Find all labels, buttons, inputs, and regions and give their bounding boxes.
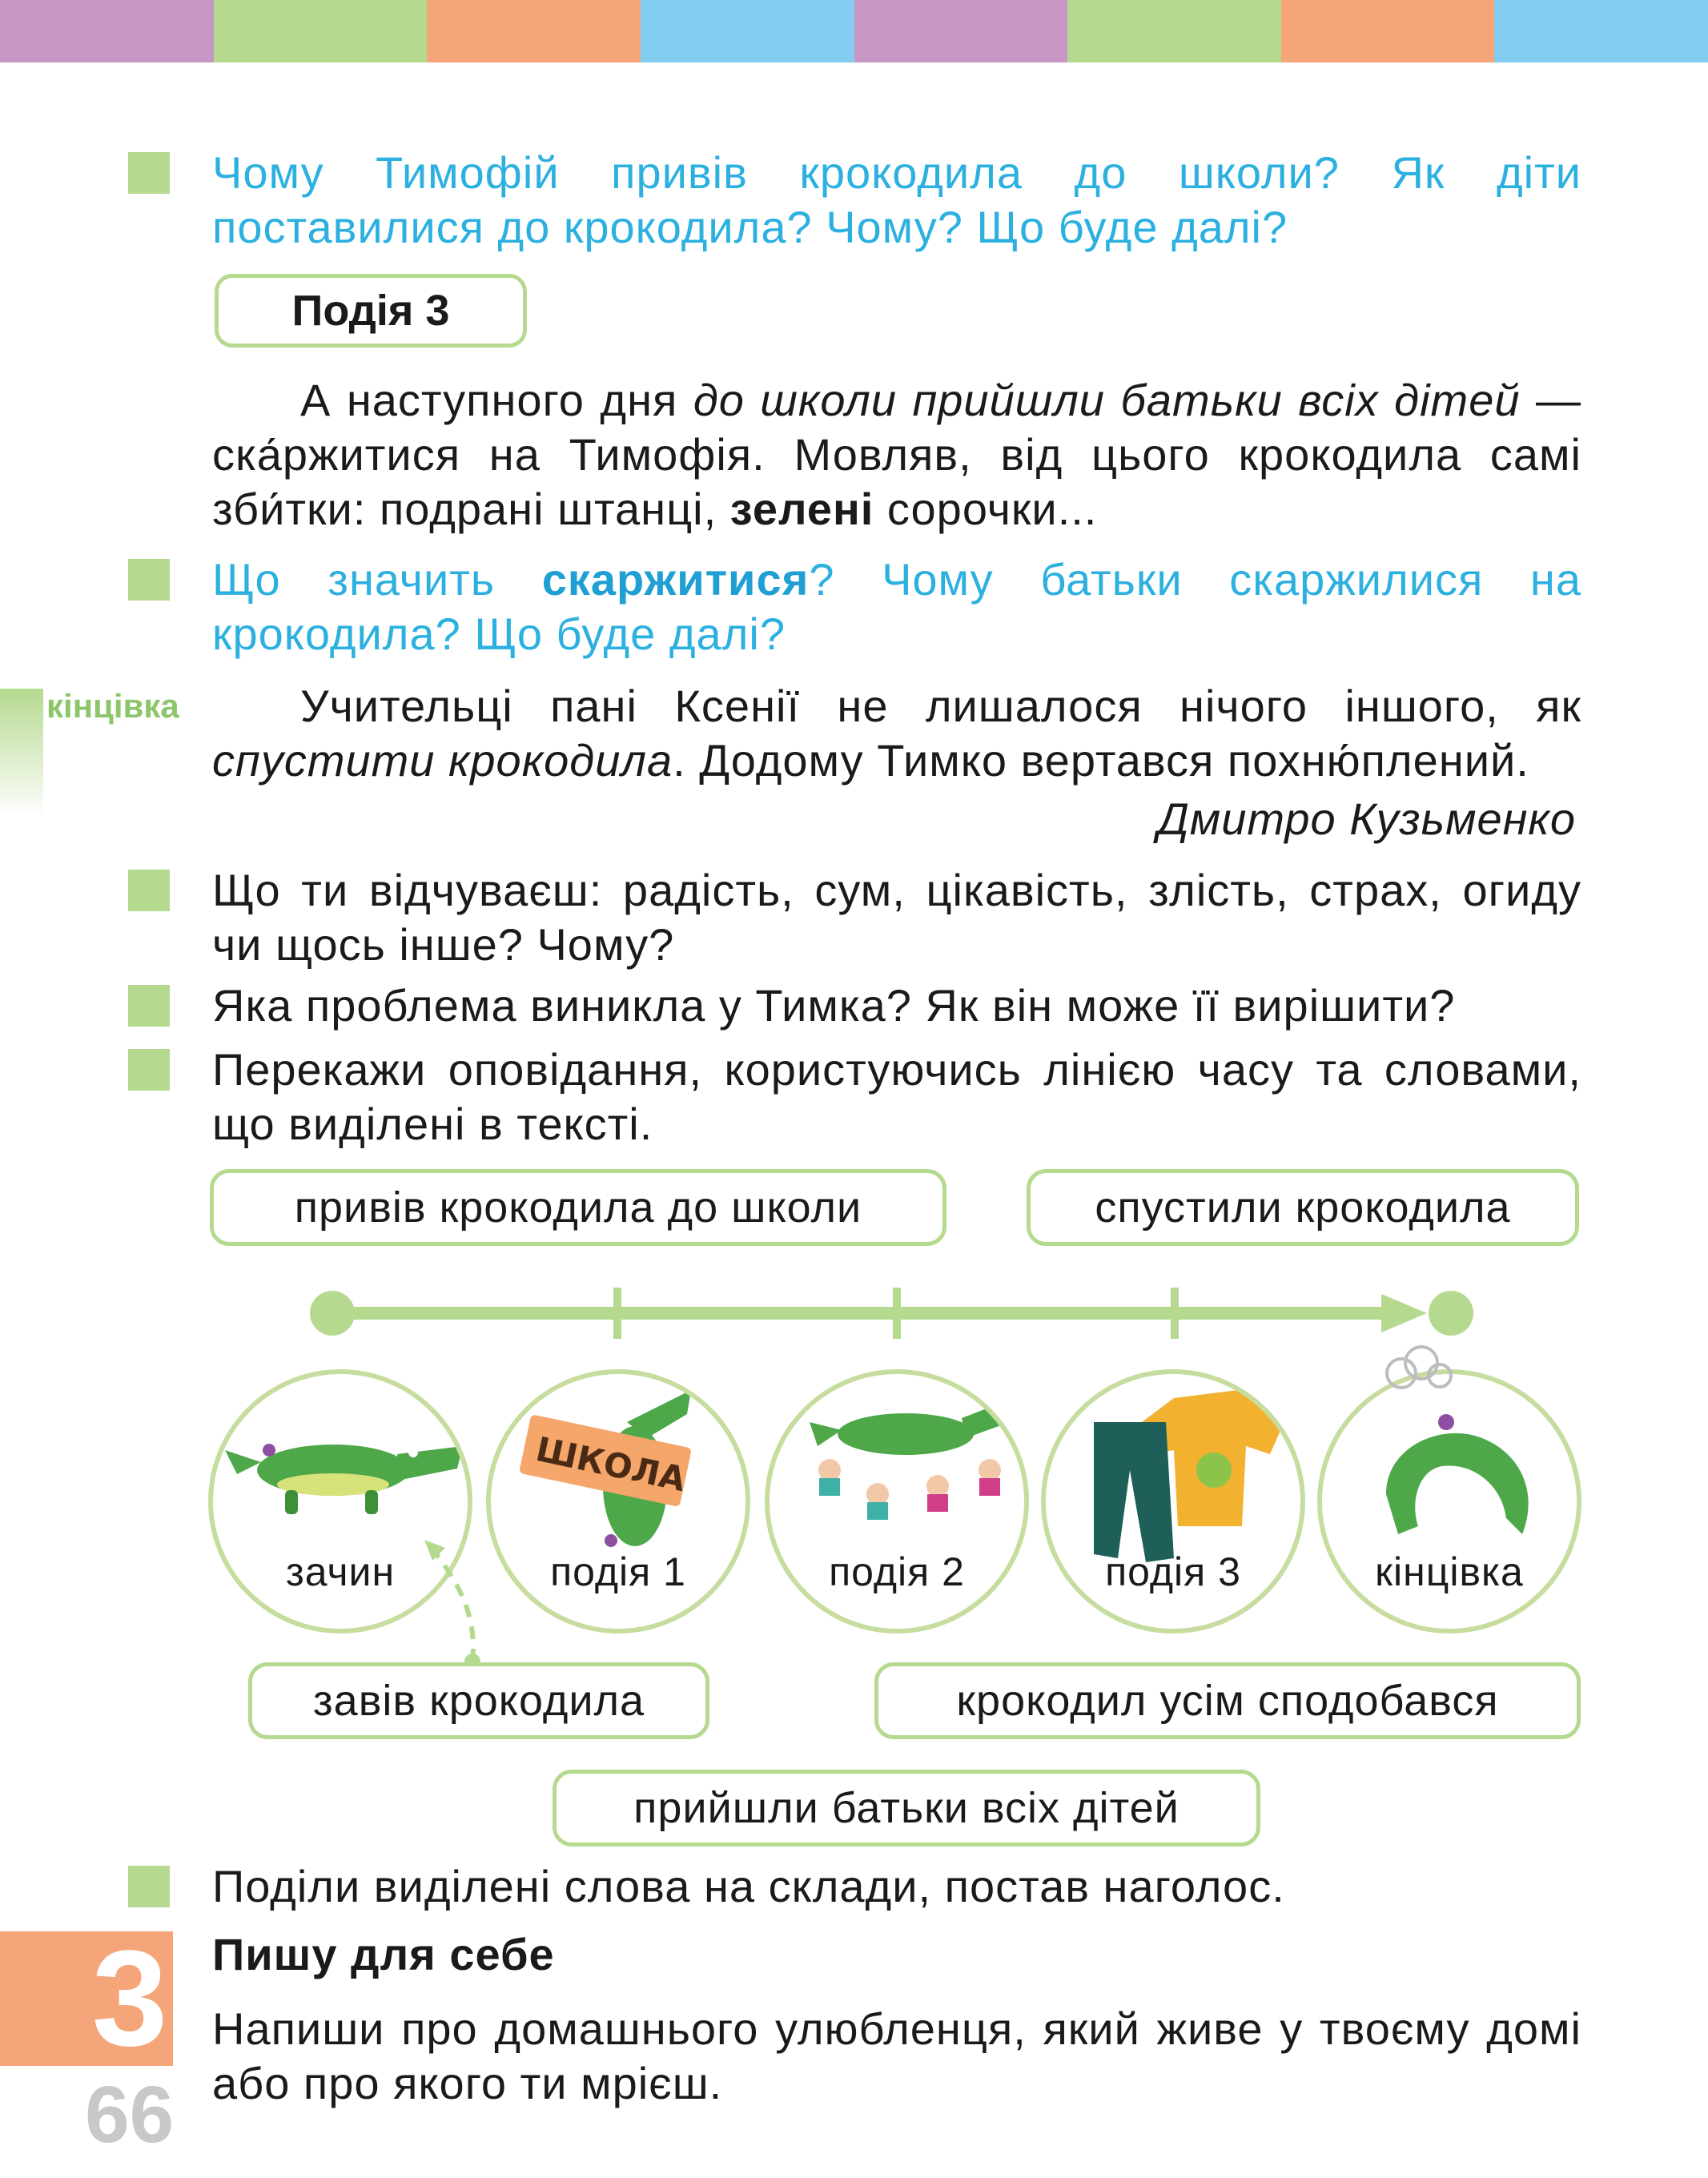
stripe xyxy=(1067,0,1281,62)
timeline-label-parents-came: прийшли батьки всіх дітей xyxy=(553,1770,1260,1846)
stripe xyxy=(214,0,428,62)
ending-text-part: Учительці пані Ксенії не лишалося нічого іншого, як xyxy=(300,681,1581,731)
event-3-label: Подія 3 xyxy=(215,274,527,348)
stage-label: подія 1 xyxy=(550,1549,686,1594)
timeline-line xyxy=(332,1307,1389,1320)
task-syllables: Поділи виділені слова на склади, постав наголос. xyxy=(212,1861,1285,1911)
stage-label: кінцівка xyxy=(1375,1549,1524,1594)
smoke-puff-icon xyxy=(1369,1337,1465,1401)
bullet-square xyxy=(128,152,170,194)
side-label-bar xyxy=(0,689,43,817)
timeline-label-brought-crocodile: привів крокодила до школи xyxy=(210,1169,946,1246)
stage-label: подія 2 xyxy=(829,1549,965,1594)
question-2 xyxy=(212,553,1581,661)
stripe xyxy=(641,0,854,62)
timeline-label-got-crocodile: завів крокодила xyxy=(248,1662,709,1739)
school-sign-text: ШКОЛА xyxy=(532,1429,689,1500)
timeline-label-everyone-liked: крокодил усім сподобався xyxy=(874,1662,1581,1739)
question-2-bold-word: скаржитися xyxy=(541,554,810,605)
bullet-square xyxy=(128,1049,170,1091)
timeline-arrowhead xyxy=(1381,1294,1427,1332)
stage-ending xyxy=(1317,1369,1581,1634)
question-2-part: ? Чому батьки скаржилися на крокодила? Що буде далі? xyxy=(212,554,1582,659)
dashed-arrow xyxy=(416,1525,512,1670)
author-name: Дмитро Кузьменко xyxy=(1157,794,1576,844)
timeline-label-released-crocodile: спустили крокодила xyxy=(1027,1169,1579,1246)
writing-task: Напиши про домашнього улюбленця, який живе у твоєму домі або про якого ти мрієш. xyxy=(212,2003,1581,2108)
stage-label: зачин xyxy=(285,1549,396,1594)
timeline-tick xyxy=(893,1288,901,1339)
ending-text xyxy=(212,679,1581,788)
event-3-highlight: до школи прийшли батьки всіх дітей xyxy=(693,375,1521,425)
bullet-square xyxy=(128,559,170,601)
stripe xyxy=(427,0,641,62)
stripe xyxy=(1281,0,1495,62)
stage-label: подія 3 xyxy=(1105,1549,1241,1594)
stripe xyxy=(1494,0,1708,62)
writing-title: Пишу для себе xyxy=(212,1929,555,1979)
ending-text-part: . Додому Тимко вертався похню́плений. xyxy=(673,735,1529,786)
stage-event-2 xyxy=(765,1369,1029,1634)
timeline-end-dot xyxy=(1429,1291,1473,1336)
task-feelings: Що ти відчуваєш: радість, сум, цікавість, злість, страх, огиду чи щось інше? Чому? xyxy=(212,865,1581,970)
side-label-ending: кінцівка xyxy=(46,687,179,725)
question-2-part: Що значить xyxy=(212,554,542,605)
event-3-text-part: А наступного дня xyxy=(300,375,693,425)
chapter-number: 3 xyxy=(91,1923,168,2075)
timeline-tick xyxy=(613,1288,621,1339)
bullet-square xyxy=(128,985,170,1027)
bullet-square xyxy=(128,870,170,911)
ending-highlight: спустити крокодила xyxy=(212,735,673,786)
chapter-number-badge xyxy=(0,1923,173,2075)
event-3-text-part: сорочки... xyxy=(874,484,1098,534)
stripe xyxy=(0,0,214,62)
top-color-stripes xyxy=(0,0,1708,62)
bullet-square xyxy=(128,1866,170,1907)
event-3-bold-word: зелені xyxy=(729,484,874,534)
task-problem: Яка проблема виникла у Тимка? Як він може її вирішити? xyxy=(212,980,1456,1031)
stage-event-1 xyxy=(486,1369,750,1634)
page-number: 66 xyxy=(85,2070,175,2160)
event-3-text xyxy=(212,373,1581,536)
task-retell: Перекажи оповідання, користуючись лінією часу та словами, що виділені в тексті. xyxy=(212,1044,1581,1149)
timeline-tick xyxy=(1171,1288,1179,1339)
stripe xyxy=(854,0,1068,62)
event-3-text-part: — ска́ржитися на Тимофія. Мовляв, від цього крокодила самі зби́тки: подрані штанці, xyxy=(212,375,1581,534)
question-1: Чому Тимофій привів крокодила до школи? Як діти поставилися до крокодила? Чому? Що буде далі? xyxy=(212,147,1581,252)
stage-event-3 xyxy=(1041,1369,1305,1634)
